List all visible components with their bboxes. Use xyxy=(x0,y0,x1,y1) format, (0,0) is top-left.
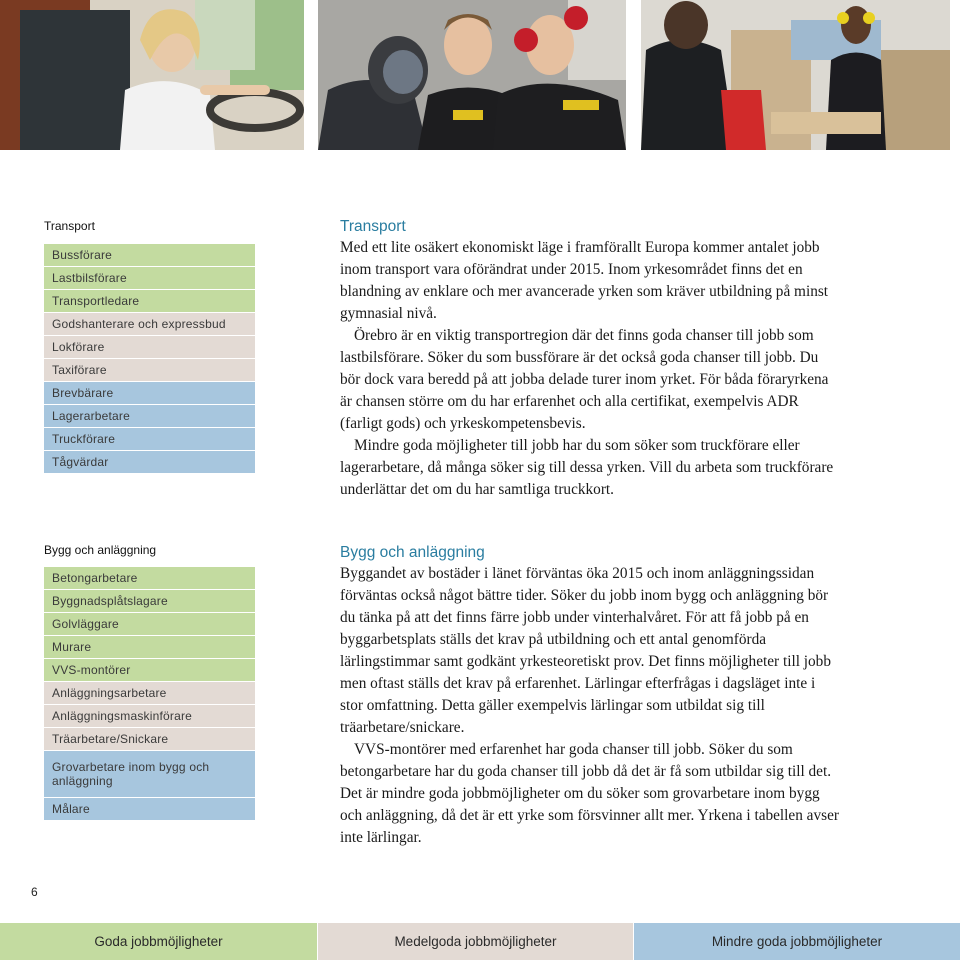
table-row: Grovarbetare inom bygg och anläggning xyxy=(44,751,255,798)
transport-article xyxy=(340,216,840,501)
table-row: Anläggningsarbetare xyxy=(44,682,255,705)
transport-table-title: Transport xyxy=(44,219,95,233)
page-number: 6 xyxy=(31,885,38,899)
construction-heading: Bygg och anläggning xyxy=(340,544,485,561)
table-row: Taxiförare xyxy=(44,359,255,382)
transport-paragraph: Med ett lite osäkert ekonomiskt läge i framförallt Europa kommer antalet jobb inom transport vara oförändrat under 2015. Inom yrkesområdet finns det en blandning av enklare och mer avancerade yrken som kräver utbildning på minst gymnasial nivå. xyxy=(340,239,829,322)
photo-workers-with-protective-gear xyxy=(318,0,626,150)
table-row: Anläggningsmaskinförare xyxy=(44,705,255,728)
legend xyxy=(0,923,960,960)
table-row: Truckförare xyxy=(44,428,255,451)
table-row: Lokförare xyxy=(44,336,255,359)
legend-less: Mindre goda jobbmöjligheter xyxy=(634,923,960,960)
table-row: Golvläggare xyxy=(44,613,255,636)
construction-article xyxy=(340,542,840,849)
table-row: Tågvärdar xyxy=(44,451,255,474)
table-row: Träarbetare/Snickare xyxy=(44,728,255,751)
table-row: Brevbärare xyxy=(44,382,255,405)
transport-job-table xyxy=(44,244,255,474)
table-row: Målare xyxy=(44,798,255,821)
table-row: Betongarbetare xyxy=(44,567,255,590)
construction-job-table xyxy=(44,567,255,821)
photo-warehouse-workers xyxy=(641,0,950,150)
legend-medium: Medelgoda jobbmöjligheter xyxy=(317,923,634,960)
transport-heading: Transport xyxy=(340,218,406,235)
table-row: Murare xyxy=(44,636,255,659)
table-row: Transportledare xyxy=(44,290,255,313)
table-row: Lagerarbetare xyxy=(44,405,255,428)
table-row: Bussförare xyxy=(44,244,255,267)
construction-table-title: Bygg och anläggning xyxy=(44,543,157,557)
table-row: VVS-montörer xyxy=(44,659,255,682)
legend-good: Goda jobbmöjligheter xyxy=(0,923,317,960)
transport-paragraph: Mindre goda möjligheter till jobb har du som söker som truckförare eller lagerarbetare, då många söker sig till dessa yrken. Vill du arbeta som truckförare underlättar det om du har samtliga truckkort. xyxy=(340,437,834,498)
table-row: Lastbilsförare xyxy=(44,267,255,290)
table-row: Byggnadsplåtslagare xyxy=(44,590,255,613)
table-row: Godshanterare och expressbud xyxy=(44,313,255,336)
construction-paragraph: Byggandet av bostäder i länet förväntas öka 2015 och inom anläggningssidan förväntas också något bättre tider. Söker du jobb inom bygg och anläggning bör du tänka på att det finns färre jobb under vinterhalvåret. För att få jobb på en byggarbetsplats ställs det krav på utbildning och ett antal genomförda lärlingstimmar samt godkänt yrkesteoretiskt prov. Det finns möjligheter till jobb men oftast ställs det krav på erfarenhet. Lärlingar efterfrågas i dagsläget inte i stor omfattning. Detta gäller exempelvis lärlingar som utbildat sig till träarbetare/snickare. xyxy=(340,565,831,736)
construction-paragraph: VVS-montörer med erfarenhet har goda chanser till jobb. Söker du som betongarbetare har du goda chanser till jobb då det är få som utbildar sig till det. Det är mindre goda jobbmöjligheter om du söker som grovarbetare inom bygg och anläggning, då det är ett yrke som försvinner allt mer. Yrkena i tabellen avser inte lärlingar. xyxy=(340,741,839,846)
transport-paragraph: Örebro är en viktig transportregion där det finns goda chanser till jobb som lastbilsförare. Söker du som bussförare är det också goda chanser till jobb. Du bör dock vara beredd på att jobba delade turer inom yrket. För båda föraryrkena är chansen större om du har erfarenhet och alla certifikat, exempelvis ADR (farligt gods) och yrkeskompetensbevis. xyxy=(340,327,829,432)
photo-bus-driver xyxy=(0,0,304,150)
